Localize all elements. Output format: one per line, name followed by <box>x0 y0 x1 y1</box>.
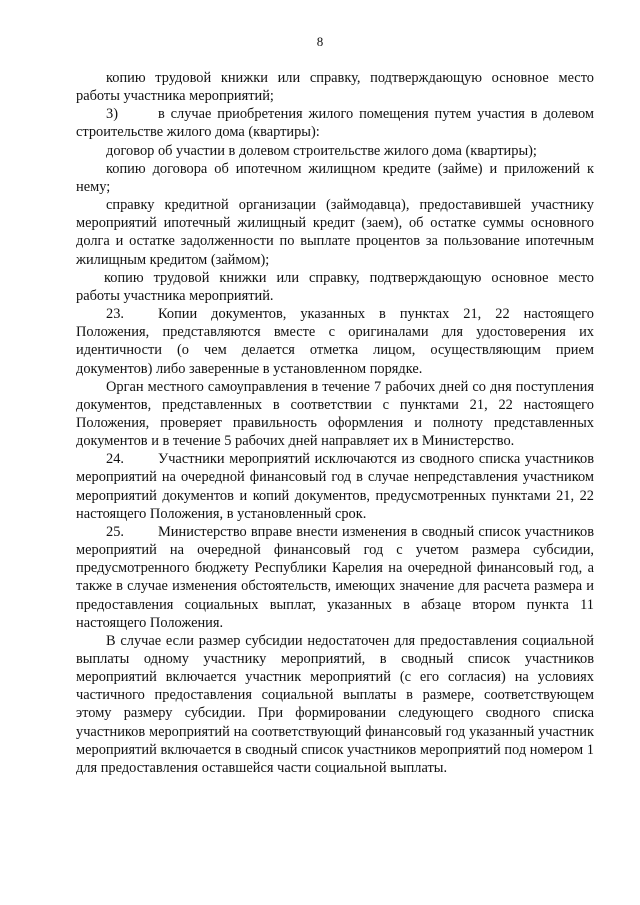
paragraph-text: копию договора об ипотечном жилищном кредите (займе) и приложений к нему; <box>76 160 594 195</box>
document-body <box>76 69 594 777</box>
paragraph-text: Участники мероприятий исключаются из сводного списка участников мероприятий на очередной финансовый год в случае непредставления участником мероприятий документов и копий документов, предусмотренных пунктами 21, 22 настоящего Положения, в установленный срок. <box>76 451 594 522</box>
paragraph-text: справку кредитной организации (займодавца), предоставившей участнику мероприятий ипотечный жилищный кредит (заем), об остатке суммы основного долга и остатке задолженности по выплате процентов за пользование ипотечным жилищным кредитом (займом); <box>76 197 594 268</box>
item-25 <box>76 523 594 632</box>
paragraph-8 <box>76 378 594 451</box>
paragraph-text: копию трудовой книжки или справку, подтверждающую основное место работы участника мероприятий; <box>76 70 594 105</box>
paragraph-4 <box>76 160 594 196</box>
paragraph-5 <box>76 196 594 269</box>
paragraph-text: копию трудовой книжки или справку, подтверждающую основное место работы участника мероприятий. <box>76 269 594 304</box>
paragraph-11 <box>76 632 594 777</box>
paragraph-6 <box>76 269 594 305</box>
paragraph-text: договор об участии в долевом строительстве жилого дома (квартиры); <box>106 142 537 159</box>
paragraph-text: Копии документов, указанных в пунктах 21, 22 настоящего Положения, представляются вместе с оригиналами для удостоверения их идентичности (о чем делается отметка лицом, осуществляющим прием документов) либо заверенные в установленном порядке. <box>76 306 594 377</box>
item-24 <box>76 450 594 523</box>
item-number: 3) <box>106 106 118 123</box>
item-number: 23. <box>106 306 124 323</box>
paragraph-text: В случае если размер субсидии недостаточен для предоставления социальной выплаты одному участнику мероприятий, в сводный список участников мероприятий включается участник мероприятий (с его согласия) на условиях частичного предоставления социальной выплаты в размере, соответствующем этому размеру субсидии. При формировании следующего сводного списка участников мероприятий на соответствующий финансовый год указанный участник мероприятий включается в сводный список участников мероприятий под номером 1 для предоставления оставшейся части социальной выплаты. <box>76 632 594 776</box>
paragraph-text: Министерство вправе внести изменения в сводный список участников мероприятий на очередной финансовый год с учетом размера субсидии, предусмотренного бюджету Республики Карелия на очередной финансовый год, а также в случае изменения обстоятельств, имеющих значение для расчета размера и предоставления социальных выплат, указанных в абзаце втором пункта 11 настоящего Положения. <box>76 523 594 631</box>
item-23 <box>76 305 594 378</box>
item-number: 25. <box>106 523 124 540</box>
item-3 <box>76 105 594 141</box>
paragraph-3 <box>76 142 594 160</box>
paragraph-1 <box>76 69 594 105</box>
paragraph-text: в случае приобретения жилого помещения путем участия в долевом строительстве жилого дома (квартиры): <box>76 106 594 141</box>
paragraph-text: Орган местного самоуправления в течение 7 рабочих дней со дня поступления документов, представленных в соответствии с пунктами 21, 22 настоящего Положения, проверяет правильность оформления и полноту представленных документов и в течение 5 рабочих дней направляет их в Министерство. <box>76 378 594 450</box>
item-number: 24. <box>106 451 124 468</box>
page-number: 8 <box>316 34 324 49</box>
